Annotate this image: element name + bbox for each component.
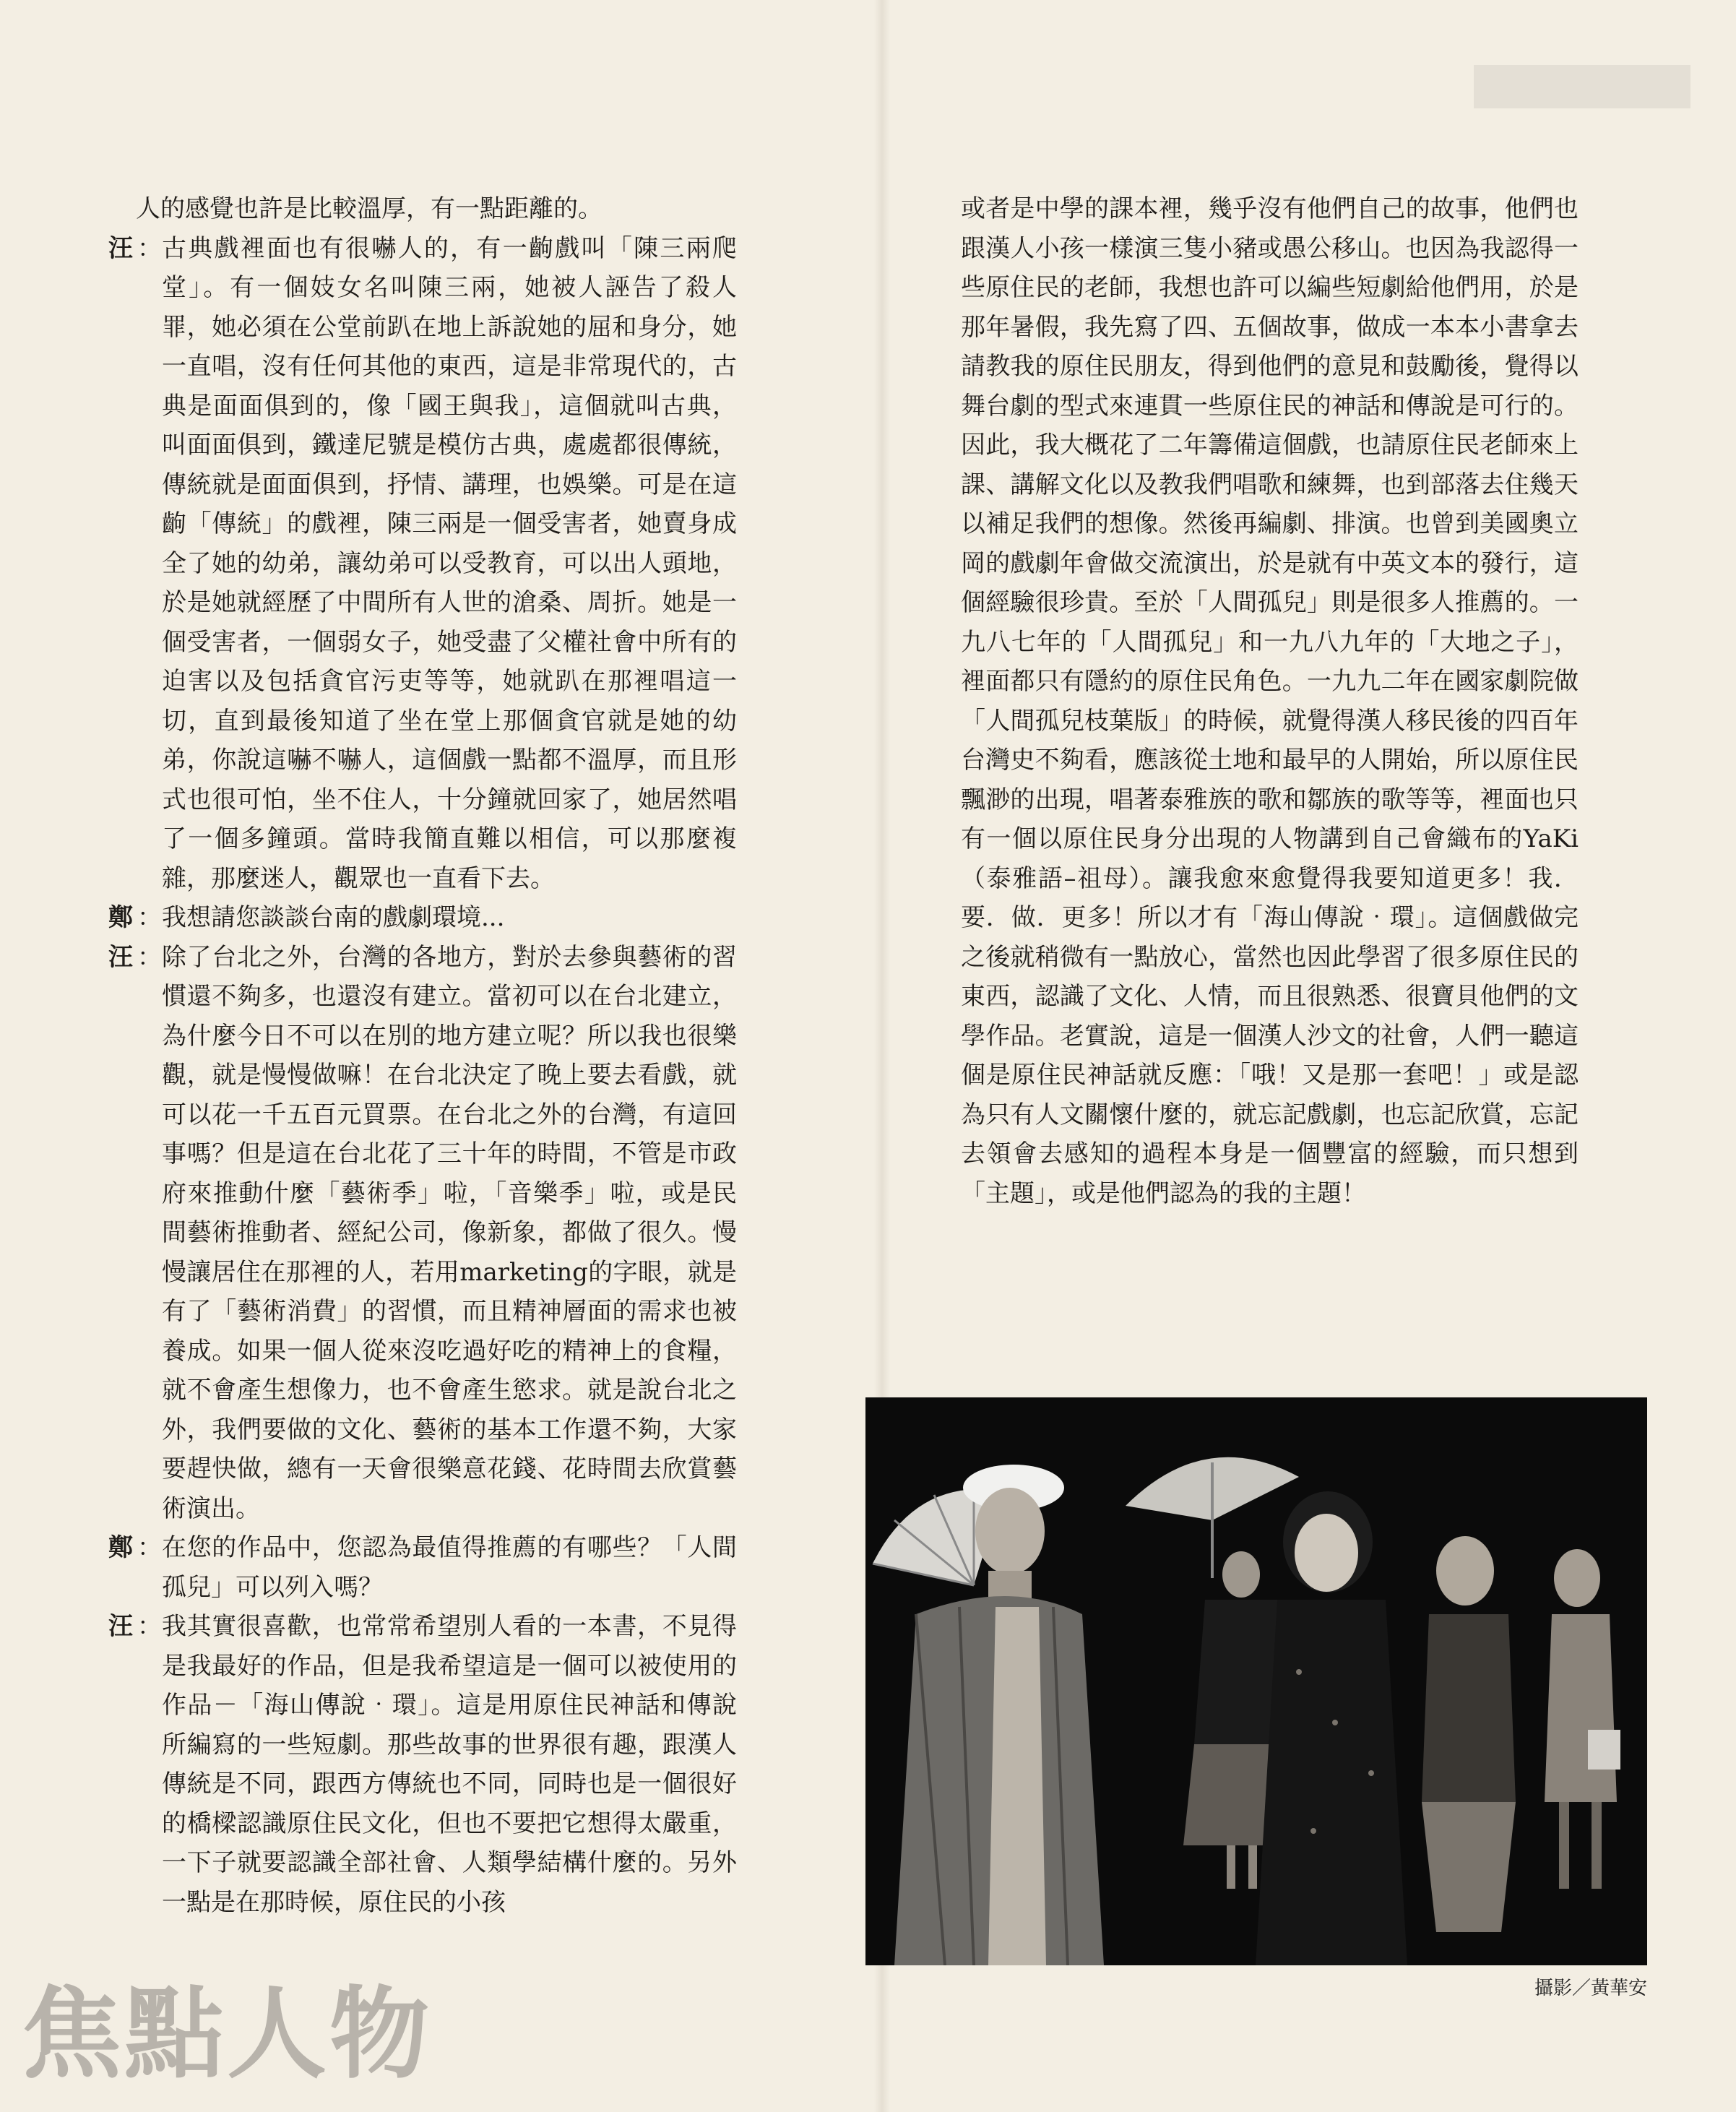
speech-text: 古典戲裡面也有很嚇人的，有一齣戲叫「陳三兩爬堂」。有一個妓女名叫陳三兩，她被人誣告了殺人罪，她必須在公堂前趴在地上訴說她的屈和身分，她一直唱，沒有任何其他的東西，這是非常現代的，古典是面面俱到的，像「國王與我」，這個就叫古典，叫面面俱到，鐵達尼號是模仿古典，處處都很傳統，傳統就是面面俱到，抒情、講理，也娛樂。可是在這齣「傳統」的戲裡，陳三兩是一個受害者，她賣身成全了她的幼弟，讓幼弟可以受教育，可以出人頭地，於是她就經歷了中間所有人世的滄桑、周折。她是一個受害者，一個弱女子，她受盡了父權社會中所有的迫害以及包括貪官污吏等等，她就趴在那裡唱這一切，直到最後知道了坐在堂上那個貪官就是她的幼弟，你說這嚇不嚇人，這個戲一點都不溫厚，而且形式也很可怕，坐不住人，十分鐘就回家了，她居然唱了一個多鐘頭。當時我簡直難以相信，可以那麼複雜，那麼迷人，觀眾也一直看下去。 [162, 233, 737, 893]
section-title: 焦點人物 [22, 1976, 433, 2092]
speech-turn: 鄭 ： 在您的作品中，您認為最值得推薦的有哪些？「人間孤兒」可以列入嗎？ [108, 1528, 737, 1607]
speech-turn: 汪 ： 除了台北之外，台灣的各地方，對於去參與藝術的習慣還不夠多，也還沒有建立。當初可以在台北建立，為什麼今日不可以在別的地方建立呢？所以我也很樂觀，就是慢慢做嘛！在台北決定了晚上要去看戲，就可以花一千五百元買票。在台北之外的台灣，有這回事嗎？但是這在台北花了三十年的時間，不管是市政府來推動什麼「藝術季」啦，「音樂季」啦，或是民間藝術推動者、經紀公司，像新象，都做了很久。慢慢讓居住在那裡的人，若用marketing的字眼，就是有了「藝術消費」的習慣，而且精神層面的需求也被養成。如果一個人從來沒吃過好吃的精神上的食糧，就不會產生想像力，也不會產生慾求。就是說台北之外，我們要做的文化、藝術的基本工作還不夠，大家要趕快做，總有一天會很樂意花錢、花時間去欣賞藝術演出。 [108, 938, 737, 1529]
right-column-paragraph: 或者是中學的課本裡，幾乎沒有他們自己的故事，他們也跟漢人小孩一樣演三隻小豬或愚公移山。也因為我認得一些原住民的老師，我想也許可以編些短劇給他們用，於是那年暑假，我先寫了四、五個故事，做成一本本小書拿去請教我的原住民朋友，得到他們的意見和鼓勵後，覺得以舞台劇的型式來連貫一些原住民的神話和傳說是可行的。因此，我大概花了二年籌備這個戲，也請原住民老師來上課、講解文化以及教我們唱歌和練舞，也到部落去住幾天以補足我們的想像。然後再編劇、排演。也曾到美國奧立岡的戲劇年會做交流演出，於是就有中英文本的發行，這個經驗很珍貴。至於「人間孤兒」則是很多人推薦的。一九八七年的「人間孤兒」和一九八九年的「大地之子」，裡面都只有隱約的原住民角色。一九九二年在國家劇院做「人間孤兒枝葉版」的時候，就覺得漢人移民後的四百年台灣史不夠看，應該從土地和最早的人開始，所以原住民飄渺的出現，唱著泰雅族的歌和鄒族的歌等等，裡面也只有一個以原住民身分出現的人物講到自己會織布的YaKi（泰雅語–祖母）。讓我愈來愈覺得我要知道更多！我．要．做．更多！所以才有「海山傳說‧環」。這個戲做完之後就稍微有一點放心，當然也因此學習了很多原住民的東西，認識了文化、人情，而且很熟悉、很寶貝他們的文學作品。老實說，這是一個漢人沙文的社會，人們一聽這個是原住民神話就反應：「哦！又是那一套吧！」或是認為只有人文關懷什麼的，就忘記戲劇，也忘記欣賞，忘記去領會去感知的過程本身是一個豐富的經驗，而只想到「主題」，或是他們認為的我的主題！ [961, 194, 1579, 1208]
speaker-label: 鄭 [108, 903, 133, 932]
speaker-label: 汪 [108, 233, 133, 263]
right-column [961, 189, 1579, 1213]
speech-turn: 汪 ： 古典戲裡面也有很嚇人的，有一齣戲叫「陳三兩爬堂」。有一個妓女名叫陳三兩，她被人誣告了殺人罪，她必須在公堂前趴在地上訴說她的屈和身分，她一直唱，沒有任何其他的東西，這是非常現代的，古典是面面俱到的，像「國王與我」，這個就叫古典，叫面面俱到，鐵達尼號是模仿古典，處處都很傳統，傳統就是面面俱到，抒情、講理，也娛樂。可是在這齣「傳統」的戲裡，陳三兩是一個受害者，她賣身成全了她的幼弟，讓幼弟可以受教育，可以出人頭地，於是她就經歷了中間所有人世的滄桑、周折。她是一個受害者，一個弱女子，她受盡了父權社會中所有的迫害以及包括貪官污吏等等，她就趴在那裡唱這一切，直到最後知道了坐在堂上那個貪官就是她的幼弟，你說這嚇不嚇人，這個戲一點都不溫厚，而且形式也很可怕，坐不住人，十分鐘就回家了，她居然唱了一個多鐘頭。當時我簡直難以相信，可以那麼複雜，那麼迷人，觀眾也一直看下去。 [108, 229, 737, 899]
speech-turn: 鄭 ： 我想請您談談台南的戲劇環境... [108, 898, 737, 938]
speech-text: 除了台北之外，台灣的各地方，對於去參與藝術的習慣還不夠多，也還沒有建立。當初可以在台北建立，為什麼今日不可以在別的地方建立呢？所以我也很樂觀，就是慢慢做嘛！在台北決定了晚上要去看戲，就可以花一千五百元買票。在台北之外的台灣，有這回事嗎？但是這在台北花了三十年的時間，不管是市政府來推動什麼「藝術季」啦，「音樂季」啦，或是民間藝術推動者、經紀公司，像新象，都做了很久。慢慢讓居住在那裡的人，若用marketing的字眼，就是有了「藝術消費」的習慣，而且精神層面的需求也被養成。如果一個人從來沒吃過好吃的精神上的食糧，就不會產生想像力，也不會產生慾求。就是說台北之外，我們要做的文化、藝術的基本工作還不夠，大家要趕快做，總有一天會很樂意花錢、花時間去欣賞藝術演出。 [162, 942, 737, 1523]
photo-credit: 攝影／黃華安 [1534, 1978, 1647, 1999]
lead-paragraph: 人的感覺也許是比較溫厚，有一點距離的。 [136, 194, 603, 223]
corner-mark [1474, 65, 1690, 108]
speaker-label: 汪 [108, 942, 133, 972]
speaker-label: 汪 [108, 1612, 133, 1641]
speaker-label: 鄭 [108, 1533, 133, 1562]
speech-text: 我其實很喜歡，也常常希望別人看的一本書，不見得是我最好的作品，但是我希望這是一個可以被使用的作品－「海山傳說‧環」。這是用原住民神話和傳說所編寫的一些短劇。那些故事的世界很有趣，跟漢人傳統是不同，跟西方傳統也不同，同時也是一個很好的橋樑認識原住民文化，但也不要把它想得太嚴重，一下子就要認識全部社會、人類學結構什麼的。另外一點是在那時候，原住民的小孩 [162, 1612, 737, 1917]
speech-text: 我想請您談談台南的戲劇環境... [162, 903, 505, 932]
stage-photo [865, 1397, 1647, 1965]
speech-turn: 汪 ： 我其實很喜歡，也常常希望別人看的一本書，不見得是我最好的作品，但是我希望這是一個可以被使用的作品－「海山傳說‧環」。這是用原住民神話和傳說所編寫的一些短劇。那些故事的世界很有趣，跟漢人傳統是不同，跟西方傳統也不同，同時也是一個很好的橋樑認識原住民文化，但也不要把它想得太嚴重，一下子就要認識全部社會、人類學結構什麼的。另外一點是在那時候，原住民的小孩 [108, 1607, 737, 1922]
left-column [108, 189, 737, 1922]
speech-text: 在您的作品中，您認為最值得推薦的有哪些？「人間孤兒」可以列入嗎？ [162, 1533, 737, 1602]
